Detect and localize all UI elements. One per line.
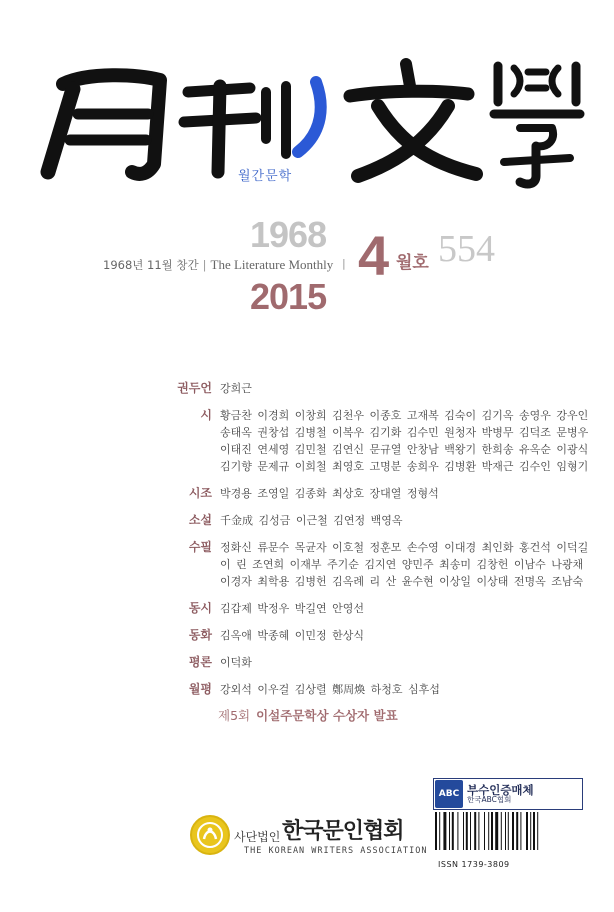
author-line: 이태진 연세영 김민철 김연신 문규열 안창남 백왕기 한희송 유옥순 이광식 xyxy=(220,443,589,456)
toc-authors xyxy=(220,539,588,590)
author-line: 김갑제 박정우 박길연 안영선 xyxy=(220,602,365,615)
toc-category: 소설 xyxy=(188,513,212,527)
award-text: 이설주문학상 수상자 발표 xyxy=(256,708,398,723)
issue-separator: | xyxy=(342,257,346,270)
toc-row xyxy=(160,380,580,397)
table-of-contents xyxy=(160,380,589,708)
abc-certification-badge xyxy=(433,778,583,810)
toc-row xyxy=(160,600,580,617)
toc-row xyxy=(160,654,580,671)
toc-authors xyxy=(220,512,403,529)
founded-line xyxy=(103,257,333,273)
abc-text xyxy=(467,784,534,805)
publisher-english-name: THE KOREAN WRITERS ASSOCIATION xyxy=(244,846,428,856)
toc-category: 시조 xyxy=(188,486,212,500)
issn-number: ISSN 1739-3809 xyxy=(438,860,510,869)
toc-row xyxy=(160,539,589,590)
founded-text: 1968년 11월 창간 xyxy=(103,258,199,272)
author-line: 강희근 xyxy=(220,382,252,395)
toc-row xyxy=(160,407,589,475)
author-line: 송태옥 권창섭 김병철 이복우 김기화 김수민 원청자 박병무 김덕조 문병우 xyxy=(220,426,589,439)
toc-category: 동화 xyxy=(188,628,212,642)
magazine-title-korean: 월간문학 xyxy=(238,169,293,184)
award-ordinal: 제5회 xyxy=(218,708,251,723)
publisher-emblem-icon xyxy=(190,815,230,855)
abc-logo-icon: ABC xyxy=(435,780,463,808)
award-announcement xyxy=(218,706,398,724)
author-line: 박경용 조영일 김종화 최상호 장대열 정형석 xyxy=(220,487,439,500)
separator: | xyxy=(202,258,207,272)
author-line: 千金成 김성금 이근철 김연정 백영옥 xyxy=(220,514,403,527)
toc-row xyxy=(160,485,580,502)
toc-authors xyxy=(220,681,440,698)
abc-title: 부수인증매체 xyxy=(467,782,534,797)
toc-category: 권두언 xyxy=(177,381,212,395)
founded-year: 1968 xyxy=(250,214,327,255)
issue-month-suffix: 월호 xyxy=(396,253,429,273)
toc-category: 수필 xyxy=(188,540,212,554)
toc-authors xyxy=(220,407,588,475)
toc-category: 동시 xyxy=(188,601,212,615)
barcode xyxy=(433,812,581,862)
toc-category: 월평 xyxy=(188,682,212,696)
publisher-type: 사단법인 xyxy=(234,830,281,844)
toc-row xyxy=(160,512,580,529)
toc-authors xyxy=(220,380,252,397)
publisher-name: 한국문인협회 xyxy=(282,819,404,844)
author-line: 정화신 류문수 목균자 이호철 정훈모 손수영 이대경 최인화 홍건석 이덕길 xyxy=(220,541,589,554)
toc-authors xyxy=(220,600,364,617)
toc-authors xyxy=(220,627,364,644)
toc-authors xyxy=(220,654,252,671)
abc-subtitle: 한국ABC협회 xyxy=(467,795,512,805)
author-line: 이덕화 xyxy=(220,656,252,669)
english-title: The Literature Monthly xyxy=(210,257,334,272)
toc-category: 평론 xyxy=(188,655,212,669)
toc-category: 시 xyxy=(200,408,212,422)
author-line: 김기향 문제규 이희철 최영호 고명분 송희우 김병환 박재근 김수인 임형기 xyxy=(220,460,589,473)
toc-row xyxy=(160,627,580,644)
masthead-logo xyxy=(28,44,588,194)
issue-number: 554 xyxy=(438,228,495,270)
author-line: 강외석 이우걸 김상렬 鄭周煥 하청호 심후섭 xyxy=(220,683,440,696)
toc-authors xyxy=(220,485,439,502)
issue-year: 2015 xyxy=(250,276,327,317)
author-line: 황금찬 이경희 이창희 김천우 이종호 고재복 김숙이 김기옥 송영우 강우인 xyxy=(220,409,589,422)
author-line: 김옥애 박종혜 이민정 한상식 xyxy=(220,629,365,642)
issue-month: 4 xyxy=(358,224,390,287)
toc-row xyxy=(160,681,580,698)
calligraphy-title-art xyxy=(28,44,588,194)
author-line: 이 린 조연희 이재부 주기순 김지연 양민주 최송미 김창헌 이남수 나광채 xyxy=(220,558,584,571)
barcode-bars xyxy=(433,812,581,852)
author-line: 이경자 최학용 김병헌 김옥례 리 산 윤수현 이상일 이상태 전명옥 조남숙 xyxy=(220,575,584,588)
